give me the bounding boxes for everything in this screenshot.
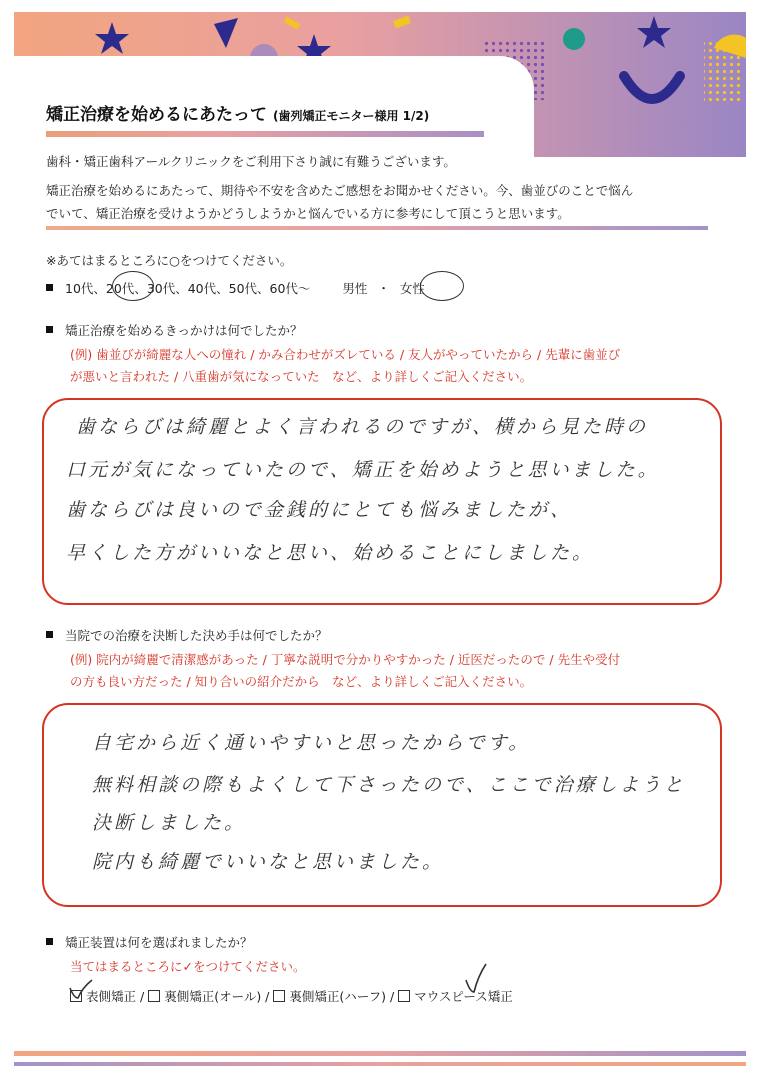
answer-1-line-1: 歯ならびは綺麗とよく言われるのですが、横から見た時の [76,416,649,438]
answer-1-line-4: 早くした方がいいなと思い、始めることにしました。 [66,542,595,564]
checkbox-lingual-full[interactable] [148,990,160,1002]
question-3-text: 矯正装置は何を選ばれましたか？ [65,935,253,950]
question-2 [46,626,328,644]
checkbox-lingual-half[interactable] [273,990,285,1002]
bullet-square [46,631,53,638]
checkbox-aligner[interactable] [398,990,410,1002]
bullet-square [46,284,53,291]
question-1 [46,321,303,339]
intro-line-3: でいて、矯正治療を受けようかどうしようかと悩んでいる方に参考にして頂こうと思います。 [46,206,570,221]
check-mark-icon [66,978,94,1002]
option-aligner[interactable]: マウスピース矯正 [414,989,513,1004]
answer-2-line-1: 自宅から近く通いやすいと思ったからです。 [92,732,531,754]
age-gender-row [46,279,425,297]
instruction-note: ※あてはまるところに○をつけてください。 [46,253,293,268]
gender-option-female[interactable]: 女性 [399,281,425,296]
page-subtitle: (歯列矯正モニター様用 1/2) [273,109,430,123]
intro-line-1: 歯科・矯正歯科アールクリニックをご利用下さり誠に有難うございます。 [46,154,456,169]
option-lingual-half[interactable]: 裏側矯正(ハーフ) [289,989,387,1004]
separator: / [261,989,274,1004]
question-1-example-line-2: が悪いと言われた / 八重歯が気になっていた など、より詳しくご記入ください。 [70,369,533,384]
separator: / [136,989,149,1004]
footer-divider-top [14,1051,746,1056]
option-front-braces[interactable]: 表側矯正 [86,989,137,1004]
option-lingual-full[interactable]: 裏側矯正(オール) [164,989,262,1004]
footer-divider-bottom [14,1062,746,1066]
question-2-text: 当院での治療を決断した決め手は何でしたか？ [65,628,328,643]
section-divider [46,226,708,230]
answer-2-line-2: 無料相談の際もよくして下さったので、ここで治療しようと [92,774,686,796]
age-option-10s[interactable]: 10代、 [65,281,106,296]
question-1-text: 矯正治療を始めるきっかけは何でしたか？ [65,323,303,338]
page-title [46,100,429,125]
check-mark-icon [462,962,490,996]
page-title-main: 矯正治療を始めるにあたって [46,105,267,125]
bullet-square [46,326,53,333]
separator: / [386,989,399,1004]
selected-age-circle [112,271,154,301]
question-3 [46,933,253,951]
gender-option-male[interactable]: 男性 [342,281,368,296]
gender-separator: ・ [377,281,390,296]
answer-2-line-4: 院内も綺麗でいいなと思いました。 [92,851,445,873]
question-3-instruction: 当てはまるところに✓をつけてください。 [70,959,306,974]
answer-1-line-3: 歯ならびは良いので金銭的にとても悩みましたが、 [66,499,573,521]
selected-gender-circle [420,271,464,301]
question-2-example-line-2: の方も良い方だった / 知り合いの紹介だから など、より詳しくご記入ください。 [70,674,533,689]
answer-2-line-3: 決断しました。 [92,812,247,834]
bullet-square [46,938,53,945]
answer-1-line-2: 口元が気になっていたので、矯正を始めようと思いました。 [66,459,660,481]
title-underline [46,131,484,137]
age-options-rest[interactable]: 、30代、40代、50代、60代～ [134,281,311,296]
question-1-example-line-1: (例) 歯並びが綺麗な人への憧れ / かみ合わせがズレている / 友人がやっていたから / 先輩に歯並び [70,347,621,362]
age-option-20s[interactable]: 20代 [105,281,135,296]
intro-line-2: 矯正治療を始めるにあたって、期待や不安を含めたご感想をお聞かせください。今、歯並びのことで悩ん [46,183,634,198]
question-2-example-line-1: (例) 院内が綺麗で清潔感があった / 丁寧な説明で分かりやすかった / 近医だったので / 先生や受付 [70,652,621,667]
device-options-row [70,987,513,1005]
